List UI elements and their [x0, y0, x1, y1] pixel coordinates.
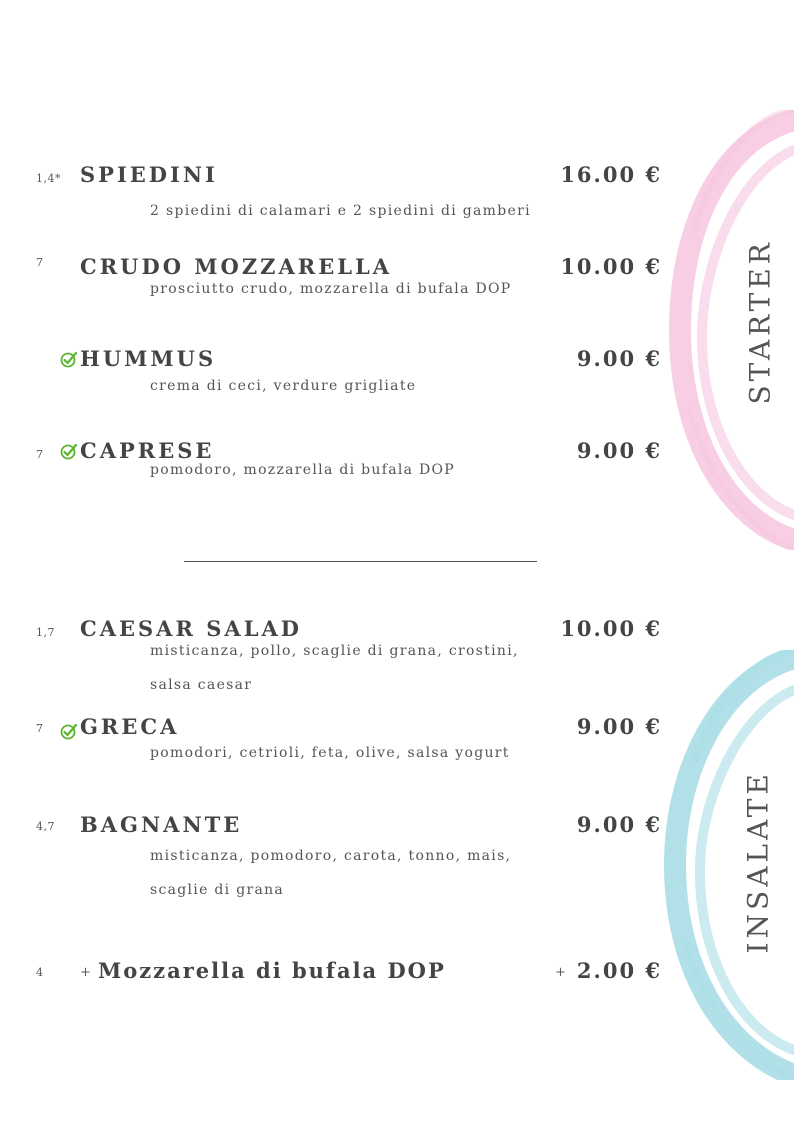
dish-price: 9.00 € [576, 714, 662, 739]
dish-price: 10.00 € [560, 254, 662, 279]
allergen-code: 1,7 [36, 626, 55, 639]
allergen-code: 7 [36, 256, 44, 269]
dish-description: misticanza, pollo, scaglie di grana, crostini, [150, 643, 519, 659]
vegetarian-check-icon [60, 722, 78, 740]
extra-name: Mozzarella di bufala DOP [98, 958, 446, 983]
extra-price: 2.00 € [576, 958, 662, 983]
vegetarian-check-icon [60, 350, 78, 368]
vegetarian-check-icon [60, 442, 78, 460]
dish-name: CRUDO MOZZARELLA [80, 254, 393, 279]
allergen-code: 7 [36, 722, 44, 735]
allergen-code: 4 [36, 966, 44, 979]
dish-name: GRECA [80, 714, 180, 739]
extra-plus: + [80, 965, 92, 980]
dish-price: 9.00 € [576, 346, 662, 371]
dish-name: CAPRESE [80, 438, 215, 463]
dish-price: 16.00 € [560, 162, 662, 187]
dish-description: pomodoro, mozzarella di bufala DOP [150, 462, 456, 478]
dish-name: BAGNANTE [80, 812, 243, 837]
dish-description: prosciutto crudo, mozzarella di bufala DOP [150, 281, 512, 297]
dish-name: HUMMUS [80, 346, 217, 371]
dish-description-line2: salsa caesar [150, 677, 253, 693]
extra-price-plus: + [555, 965, 567, 980]
dish-description: pomodori, cetrioli, feta, olive, salsa yogurt [150, 745, 510, 761]
dish-name: CAESAR SALAD [80, 616, 302, 641]
dish-description: crema di ceci, verdure grigliate [150, 378, 417, 394]
section-label-insalate: INSALATE [741, 770, 775, 954]
dish-description-line2: scaglie di grana [150, 882, 285, 898]
dish-price: 9.00 € [576, 812, 662, 837]
section-label-starter: STARTER [743, 239, 777, 405]
dish-name: SPIEDINI [80, 162, 218, 187]
section-divider [184, 561, 537, 562]
allergen-code: 4,7 [36, 820, 55, 833]
dish-price: 10.00 € [560, 616, 662, 641]
dish-description: 2 spiedini di calamari e 2 spiedini di gamberi [150, 203, 531, 219]
dish-description: misticanza, pomodoro, carota, tonno, mais, [150, 848, 512, 864]
allergen-code: 1,4* [36, 172, 61, 185]
allergen-code: 7 [36, 448, 44, 461]
dish-price: 9.00 € [576, 438, 662, 463]
